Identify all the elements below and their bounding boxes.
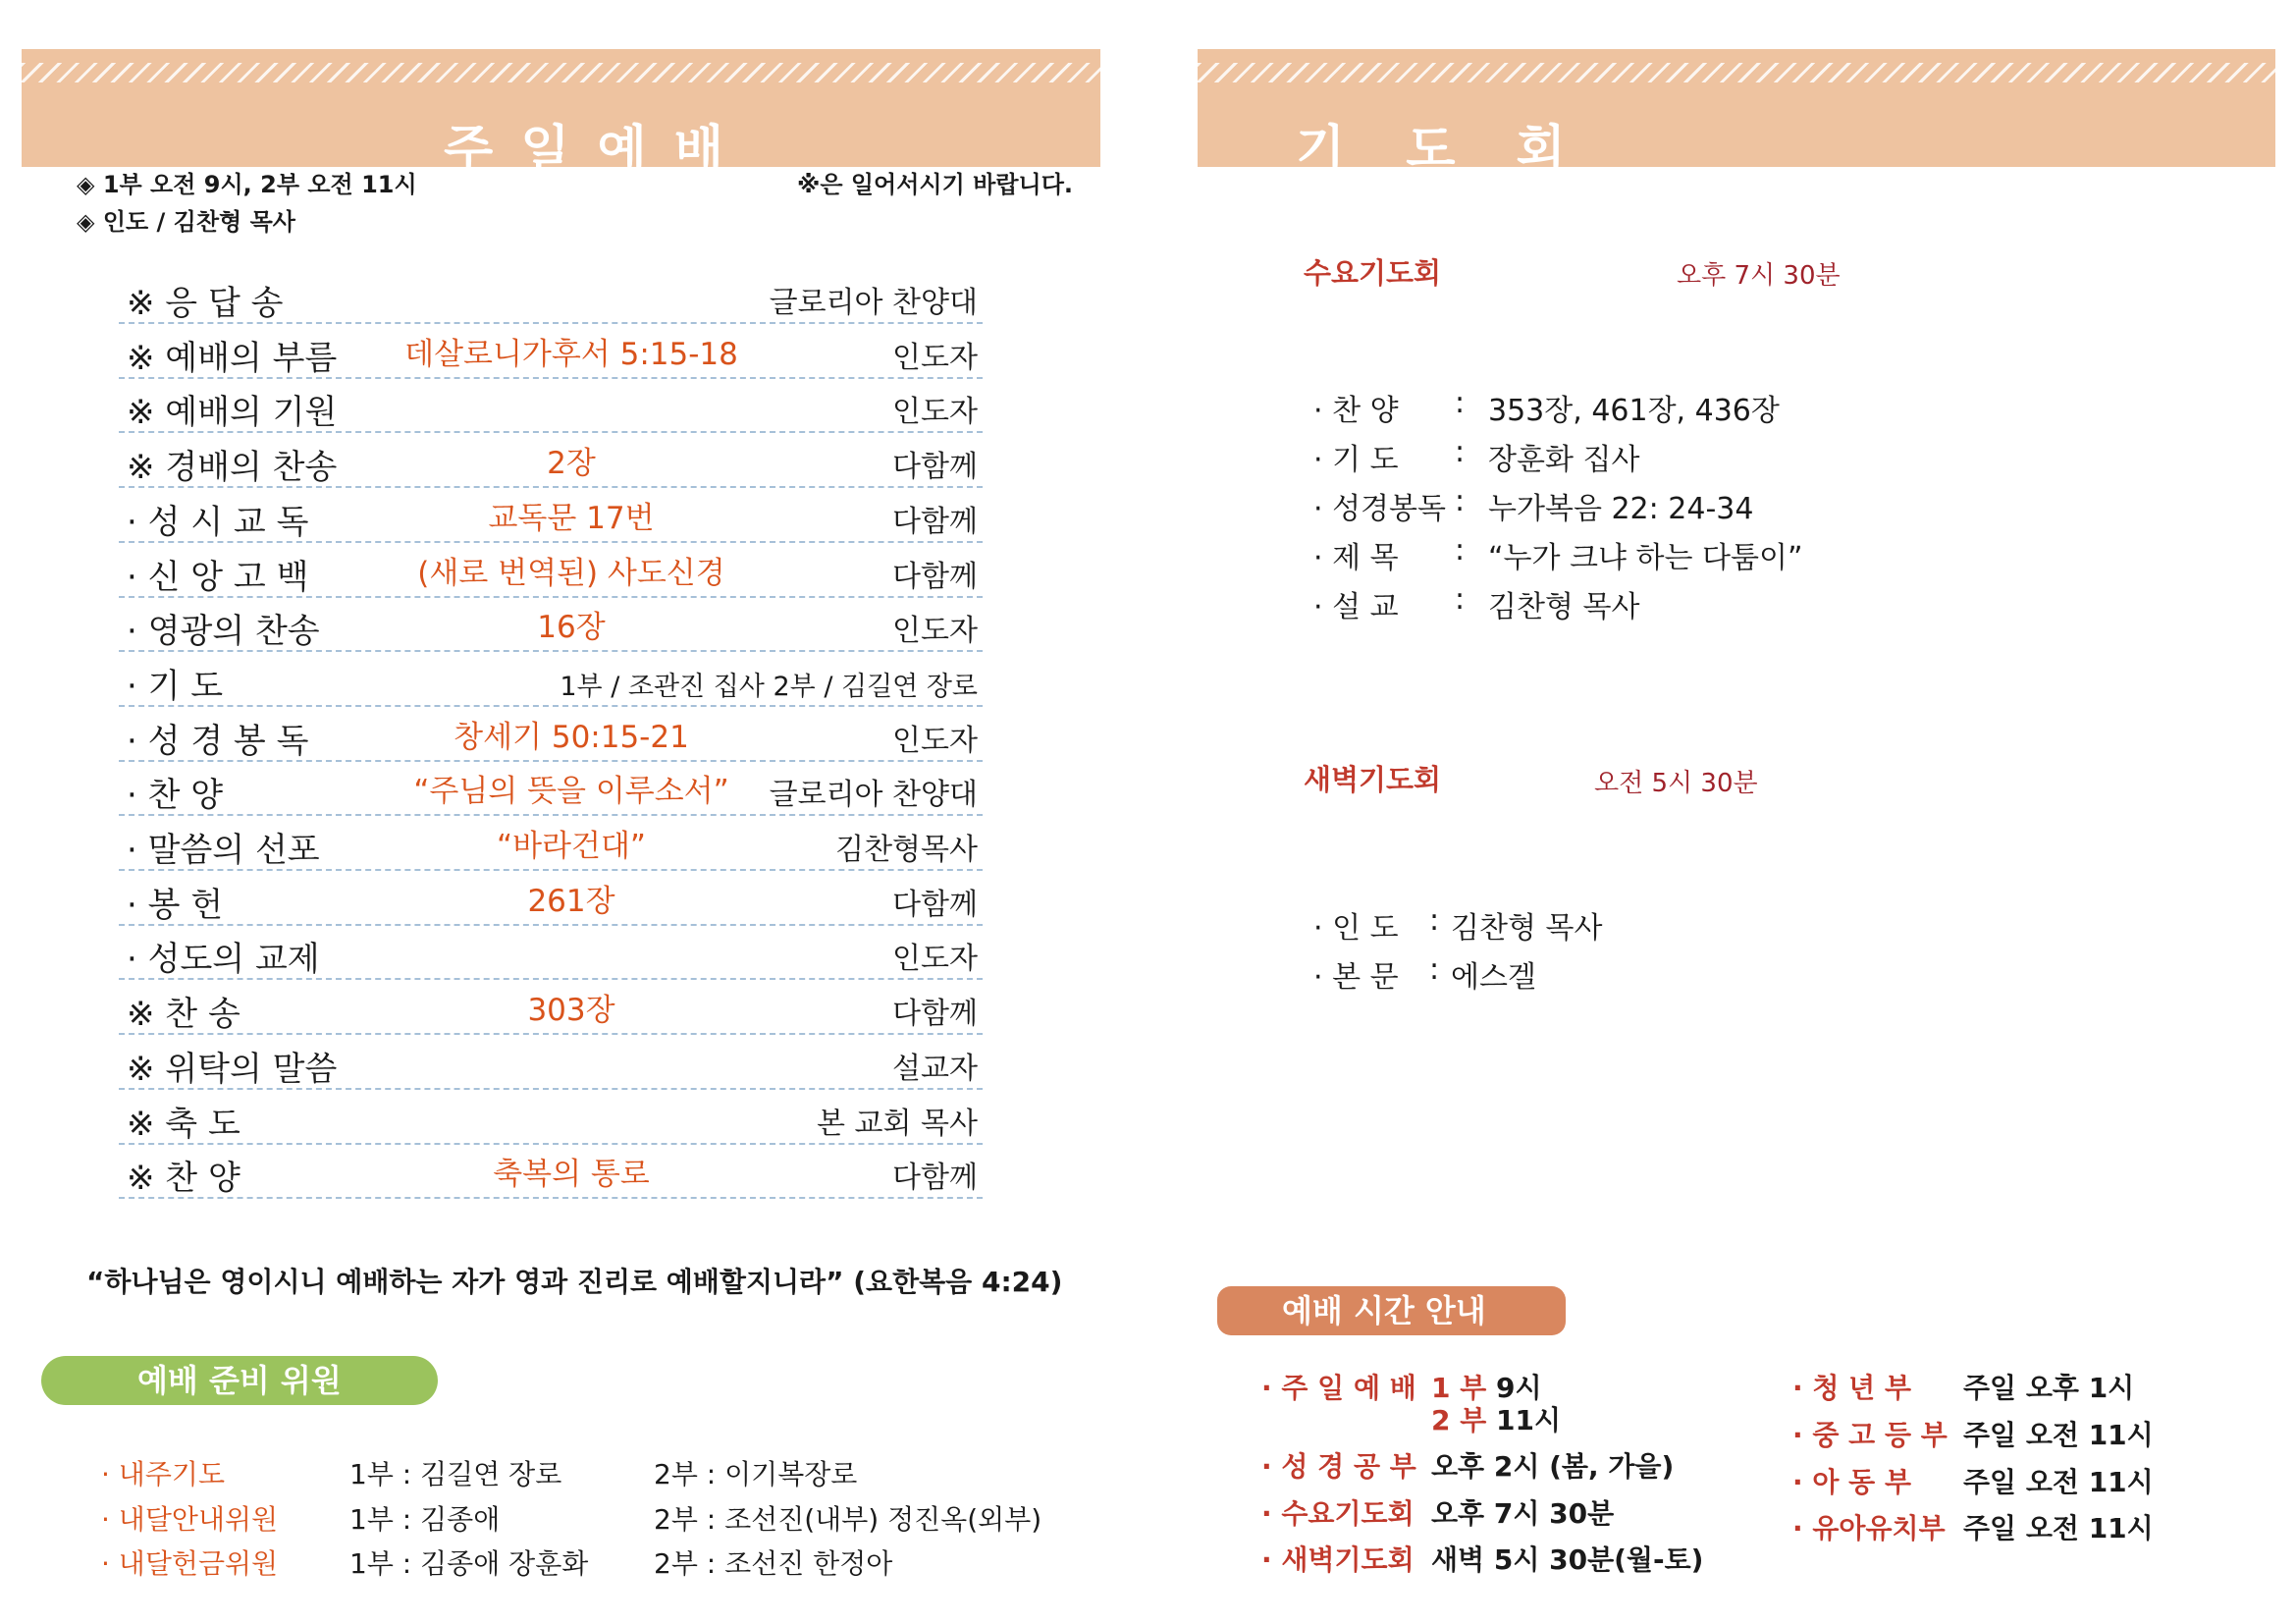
- service-leader: ◈ 인도 / 김찬형 목사: [77, 208, 295, 236]
- schedule-value: 새벽 5시 30분(월-토): [1431, 1543, 1704, 1576]
- order-item-detail: 창세기 50:15-21: [454, 720, 689, 755]
- order-item-detail: (새로 번역된) 사도신경: [417, 556, 725, 591]
- schedule-time: 11시: [1496, 1404, 1562, 1436]
- order-item-label: · 말씀의 선포: [127, 831, 320, 870]
- order-item-label: ※ 예배의 기원: [127, 393, 338, 432]
- order-item-leader: 김찬형목사: [835, 833, 978, 867]
- schedule-label: · 수요기도회: [1261, 1497, 1415, 1530]
- item-value: 김찬형 목사: [1488, 590, 1640, 624]
- header-stripes: [22, 63, 1100, 82]
- order-item-detail: “바라건대”: [497, 829, 646, 864]
- order-item-label: · 신 앙 고 백: [127, 558, 309, 597]
- item-colon: :: [1429, 952, 1440, 987]
- worship-order-row: [119, 1145, 983, 1199]
- page-title-sunday-worship: 주일예배: [444, 121, 751, 180]
- order-item-leader: 다함께: [892, 450, 978, 484]
- item-colon: :: [1455, 582, 1466, 617]
- worship-order-row: [119, 379, 983, 433]
- schedule-value: 주일 오전 11시: [1963, 1466, 2154, 1498]
- order-item-detail: 2장: [547, 446, 596, 481]
- schedule-value: 주일 오전 11시: [1963, 1419, 2154, 1451]
- order-item-label: ※ 위탁의 말씀: [127, 1050, 338, 1089]
- schedule-label: · 아 동 부: [1792, 1466, 1912, 1498]
- order-item-leader: 글로리아 찬양대: [769, 778, 978, 812]
- worship-order-row: [119, 708, 983, 762]
- prep-second-service: 2부 : 조선진 한정아: [654, 1547, 893, 1580]
- schedule-part: 2 부: [1431, 1404, 1487, 1436]
- schedule-value: 오후 7시 30분: [1431, 1497, 1615, 1530]
- schedule-value: 주일 오전 11시: [1963, 1512, 2154, 1544]
- order-item-detail: “주님의 뜻을 이루소서”: [413, 774, 729, 809]
- right-header-bar: [1198, 49, 2275, 180]
- item-value: 누가복음 22: 24-34: [1488, 492, 1754, 526]
- schedule-value: 주일 오후 1시: [1963, 1372, 2135, 1404]
- order-item-leader: 다함께: [892, 505, 978, 539]
- schedule-value: [1431, 1399, 1561, 1438]
- worship-order-row: [119, 817, 983, 871]
- worship-order-row: [119, 544, 983, 598]
- dawn-prayer-title: 새벽기도회: [1304, 763, 1442, 796]
- order-item-detail: 303장: [527, 993, 615, 1028]
- prep-role: · 내주기도: [101, 1458, 225, 1490]
- schedule-label: · 성 경 공 부: [1261, 1450, 1416, 1483]
- wednesday-prayer-title: 수요기도회: [1304, 256, 1442, 290]
- schedule-title: 예배 시간 안내: [1217, 1286, 1566, 1335]
- order-item-label: · 찬 양: [127, 776, 224, 815]
- prep-committee-title: 예배 준비 위원: [41, 1356, 438, 1405]
- prep-first-service: 1부 : 김길연 장로: [349, 1458, 562, 1490]
- order-item-label: · 기 도: [127, 667, 224, 706]
- order-item-label: ※ 예배의 부름: [127, 339, 338, 378]
- order-item-label: · 봉 헌: [127, 886, 224, 925]
- page-title-prayer-meeting: 기도회: [1296, 121, 1627, 180]
- item-value: 김찬형 목사: [1451, 911, 1603, 946]
- worship-order-row: [119, 1036, 983, 1090]
- prep-role: · 내달안내위원: [101, 1503, 279, 1536]
- schedule-label: · 새벽기도회: [1261, 1543, 1415, 1576]
- order-item-label: · 성 경 봉 독: [127, 722, 309, 761]
- worship-order-row: [119, 981, 983, 1035]
- order-item-label: ※ 응 답 송: [127, 284, 284, 323]
- worship-order-row: [119, 872, 983, 926]
- worship-order-row: [119, 325, 983, 379]
- order-item-leader: 인도자: [892, 942, 978, 976]
- order-item-leader: 다함께: [892, 997, 978, 1031]
- order-item-leader: 1부 / 조관진 집사 2부 / 김길연 장로: [560, 672, 978, 702]
- worship-order-row: [119, 926, 983, 980]
- schedule-label: · 중 고 등 부: [1792, 1419, 1948, 1451]
- prep-first-service: 1부 : 김종애: [349, 1503, 501, 1536]
- order-item-leader: 본 교회 목사: [817, 1107, 978, 1141]
- order-item-leader: 다함께: [892, 888, 978, 922]
- order-item-leader: 인도자: [892, 341, 978, 375]
- prep-first-service: 1부 : 김종애 장훈화: [349, 1547, 589, 1580]
- order-item-label: ※ 경배의 찬송: [127, 448, 338, 487]
- order-item-label: · 성 시 교 독: [127, 503, 309, 542]
- item-value: “누가 크냐 하는 다툼이”: [1488, 541, 1803, 575]
- scripture-verse: “하나님은 영이시니 예배하는 자가 영과 진리로 예배할지니라” (요한복음 4:24): [86, 1266, 1063, 1298]
- schedule-part: 1 부: [1431, 1372, 1487, 1404]
- worship-order-row: [119, 653, 983, 707]
- order-item-leader: 인도자: [892, 395, 978, 429]
- worship-order-row: [119, 1091, 983, 1145]
- item-colon: :: [1455, 386, 1466, 420]
- item-label: · 성경봉독: [1313, 492, 1446, 526]
- item-value: 353장, 461장, 436장: [1488, 394, 1780, 428]
- item-colon: :: [1455, 484, 1466, 518]
- item-colon: :: [1455, 435, 1466, 469]
- item-label: · 제 목: [1313, 541, 1399, 575]
- schedule-label: · 청 년 부: [1792, 1372, 1912, 1404]
- order-item-label: · 성도의 교제: [127, 940, 320, 979]
- header-stripes: [1198, 63, 2275, 82]
- schedule-label: · 주 일 예 배: [1261, 1372, 1416, 1404]
- service-times: ◈ 1부 오전 9시, 2부 오전 11시: [77, 171, 417, 198]
- order-item-leader: 인도자: [892, 614, 978, 648]
- prep-second-service: 2부 : 조선진(내부) 정진옥(외부): [654, 1503, 1042, 1536]
- prep-role: · 내달헌금위원: [101, 1547, 279, 1580]
- worship-order-row: [119, 762, 983, 816]
- worship-order-row: [119, 598, 983, 652]
- standing-note: ※은 일어서시기 바랍니다.: [797, 171, 1073, 198]
- order-item-detail: 16장: [537, 610, 606, 645]
- item-label: · 설 교: [1313, 590, 1399, 624]
- item-value: 장훈화 집사: [1488, 443, 1640, 477]
- left-header-bar: [22, 49, 1100, 180]
- order-item-label: ※ 찬 송: [127, 995, 240, 1034]
- worship-order-row: [119, 434, 983, 488]
- order-item-label: · 영광의 찬송: [127, 612, 320, 651]
- order-item-leader: 설교자: [892, 1052, 978, 1086]
- order-item-leader: 글로리아 찬양대: [769, 286, 978, 320]
- order-item-leader: 다함께: [892, 1161, 978, 1195]
- order-item-detail: 261장: [527, 884, 615, 919]
- order-item-leader: 다함께: [892, 560, 978, 594]
- prep-second-service: 2부 : 이기복장로: [654, 1458, 858, 1490]
- item-label: · 찬 양: [1313, 394, 1399, 428]
- item-label: · 본 문: [1313, 960, 1399, 995]
- worship-order-row: [119, 489, 983, 543]
- item-label: · 기 도: [1313, 443, 1399, 477]
- item-value: 에스겔: [1451, 960, 1536, 995]
- item-label: · 인 도: [1313, 911, 1399, 946]
- schedule-label: · 유아유치부: [1792, 1512, 1946, 1544]
- order-item-leader: 인도자: [892, 724, 978, 758]
- item-colon: :: [1455, 533, 1466, 568]
- item-colon: :: [1429, 903, 1440, 938]
- dawn-prayer-time: 오전 5시 30분: [1594, 769, 1758, 798]
- schedule-value: 오후 2시 (봄, 가을): [1431, 1450, 1675, 1483]
- order-item-detail: 축복의 통로: [493, 1157, 650, 1192]
- order-item-detail: 데살로니가후서 5:15-18: [404, 337, 738, 372]
- order-item-detail: 교독문 17번: [488, 501, 655, 536]
- worship-order-row: [119, 270, 983, 324]
- order-item-label: ※ 축 도: [127, 1105, 240, 1144]
- order-item-label: ※ 찬 양: [127, 1159, 240, 1198]
- wednesday-prayer-time: 오후 7시 30분: [1677, 261, 1841, 291]
- schedule-time: 9시: [1496, 1372, 1542, 1404]
